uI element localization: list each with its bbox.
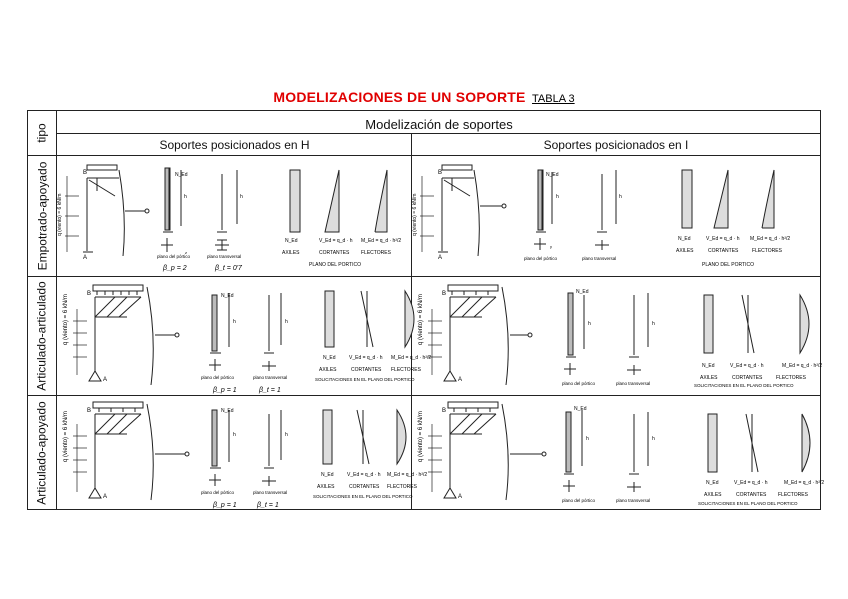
svg-text:M_Ed = q_d · h²/2: M_Ed = q_d · h²/2 xyxy=(391,355,432,361)
svg-text:q (viento) = 6 kN/m: q (viento) = 6 kN/m xyxy=(418,294,424,345)
svg-text:AXILES: AXILES xyxy=(282,250,300,256)
svg-text:B: B xyxy=(87,408,92,414)
svg-text:M_Ed = q_d · h²/2: M_Ed = q_d · h²/2 xyxy=(361,238,402,244)
tipo-header: tipo xyxy=(34,123,49,143)
svg-text:plano del pórtico: plano del pórtico xyxy=(157,254,191,259)
svg-text:h: h xyxy=(184,194,187,200)
diagram-articulado-articulado-i xyxy=(412,277,823,395)
diagram-articulado-apoyado-h xyxy=(57,396,428,509)
svg-text:CORTANTES: CORTANTES xyxy=(319,250,350,256)
svg-text:AXILES: AXILES xyxy=(317,484,335,490)
svg-text:V_Ed = q_d · h: V_Ed = q_d · h xyxy=(349,355,383,361)
svg-text:M_Ed = q_d · h²/2: M_Ed = q_d · h²/2 xyxy=(782,363,823,369)
svg-text:M_Ed = q_d · h²/2: M_Ed = q_d · h²/2 xyxy=(387,472,428,478)
svg-text:q (viento) = 6 kN/m: q (viento) = 6 kN/m xyxy=(418,411,424,462)
svg-text:h: h xyxy=(240,194,243,200)
svg-text:FLECTORES: FLECTORES xyxy=(361,250,391,256)
svg-text:V_Ed = q_d · h: V_Ed = q_d · h xyxy=(734,480,768,486)
svg-text:plano transversal: plano transversal xyxy=(253,490,288,495)
svg-text:AXILES: AXILES xyxy=(700,375,718,381)
row-label-articulado-articulado: Articulado-articulado xyxy=(35,281,50,391)
svg-text:N_Ed: N_Ed xyxy=(678,236,691,242)
svg-text:AXILES: AXILES xyxy=(704,492,722,498)
svg-text:β_p = 1: β_p = 1 xyxy=(213,387,237,394)
svg-text:A: A xyxy=(103,377,108,383)
svg-text:SOLICITACIONES EN EL PLANO DEL: SOLICITACIONES EN EL PLANO DEL PORTICO xyxy=(698,501,798,506)
svg-text:M_Ed = q_d · h²/2: M_Ed = q_d · h²/2 xyxy=(784,480,825,486)
svg-text:SOLICITACIONES EN EL PLANO DEL: SOLICITACIONES EN EL PLANO DEL PORTICO xyxy=(313,494,413,499)
svg-text:CORTANTES: CORTANTES xyxy=(708,248,739,254)
svg-text:N_Ed: N_Ed xyxy=(546,172,559,178)
svg-text:β_p = 2: β_p = 2 xyxy=(163,265,187,272)
svg-text:β_p = 1: β_p = 1 xyxy=(213,502,237,509)
svg-text:h: h xyxy=(285,432,288,438)
svg-text:plano transversal: plano transversal xyxy=(253,375,288,380)
svg-text:h: h xyxy=(652,436,655,442)
svg-text:CORTANTES: CORTANTES xyxy=(349,484,380,490)
svg-text:h: h xyxy=(556,194,559,200)
svg-text:N_Ed: N_Ed xyxy=(574,406,587,412)
svg-text:N_Ed: N_Ed xyxy=(702,363,715,369)
column-header-i: Soportes posicionados en I xyxy=(543,138,689,152)
document-title xyxy=(0,89,848,107)
svg-text:N_Ed: N_Ed xyxy=(221,408,234,414)
svg-text:B: B xyxy=(442,291,447,297)
svg-text:V_Ed = q_d · h: V_Ed = q_d · h xyxy=(730,363,764,369)
svg-text:B: B xyxy=(442,408,447,414)
svg-text:FLECTORES: FLECTORES xyxy=(778,492,808,498)
svg-text:V_Ed = q_d · h: V_Ed = q_d · h xyxy=(319,238,353,244)
svg-text:M_Ed = q_d · h²/2: M_Ed = q_d · h²/2 xyxy=(750,236,791,242)
svg-text:β_t = 1: β_t = 1 xyxy=(259,387,281,394)
svg-text:A: A xyxy=(438,255,443,261)
svg-text:FLECTORES: FLECTORES xyxy=(391,367,421,373)
svg-text:h: h xyxy=(233,319,236,325)
svg-text:h: h xyxy=(586,436,589,442)
svg-text:h: h xyxy=(619,194,622,200)
title-table-number: TABLA 3 xyxy=(532,93,575,105)
title-main: MODELIZACIONES DE UN SOPORTE xyxy=(273,89,526,105)
svg-text:B: B xyxy=(83,170,88,176)
svg-text:plano del pórtico: plano del pórtico xyxy=(562,381,596,386)
svg-text:plano del pórtico: plano del pórtico xyxy=(524,256,558,261)
svg-text:N_Ed: N_Ed xyxy=(706,480,719,486)
column-header-h: Soportes posicionados en H xyxy=(159,138,310,152)
svg-text:plano transversal: plano transversal xyxy=(616,381,651,386)
svg-text:A: A xyxy=(458,494,463,500)
svg-text:SOLICITACIONES EN EL PLANO DEL: SOLICITACIONES EN EL PLANO DEL PORTICO xyxy=(315,377,415,382)
svg-text:N_Ed: N_Ed xyxy=(321,472,334,478)
svg-text:B: B xyxy=(438,170,443,176)
svg-text:AXILES: AXILES xyxy=(319,367,337,373)
svg-text:CORTANTES: CORTANTES xyxy=(732,375,763,381)
svg-text:B: B xyxy=(87,291,92,297)
svg-text:SOLICITACIONES EN EL PLANO DEL: SOLICITACIONES EN EL PLANO DEL PORTICO xyxy=(694,383,794,388)
svg-text:plano del pórtico: plano del pórtico xyxy=(201,375,235,380)
svg-text:q (viento) = 6 kN/m: q (viento) = 6 kN/m xyxy=(63,294,69,345)
svg-text:A: A xyxy=(83,255,88,261)
svg-text:FLECTORES: FLECTORES xyxy=(776,375,806,381)
diagram-empotrado-i xyxy=(412,156,820,276)
modelizacion-header: Modelización de soportes xyxy=(365,117,513,132)
svg-text:y: y xyxy=(550,244,552,249)
svg-text:V_Ed = q_d · h: V_Ed = q_d · h xyxy=(706,236,740,242)
svg-text:N_Ed: N_Ed xyxy=(323,355,336,361)
svg-text:N_Ed: N_Ed xyxy=(285,238,298,244)
svg-text:q (viento) = 6 kN/m: q (viento) = 6 kN/m xyxy=(412,193,418,236)
svg-text:N_Ed: N_Ed xyxy=(175,172,188,178)
row-label-empotrado: Empotrado-apoyado xyxy=(35,161,49,271)
svg-text:A: A xyxy=(103,494,108,500)
svg-text:h: h xyxy=(588,321,591,327)
diagram-empotrado-h xyxy=(57,156,411,276)
row-label-articulado-apoyado: Articulado-apoyado xyxy=(35,400,49,505)
svg-text:q (viento) = 6 kN/m: q (viento) = 6 kN/m xyxy=(57,193,63,236)
svg-text:plano transversal: plano transversal xyxy=(207,254,242,259)
svg-text:A: A xyxy=(458,377,463,383)
modelization-table xyxy=(27,110,825,510)
svg-text:V_Ed = q_d · h: V_Ed = q_d · h xyxy=(347,472,381,478)
diagram-articulado-articulado-h xyxy=(57,277,432,395)
svg-text:β_t = 0'7: β_t = 0'7 xyxy=(215,265,242,272)
svg-text:q (viento) = 6 kN/m: q (viento) = 6 kN/m xyxy=(63,411,69,462)
svg-text:h: h xyxy=(652,321,655,327)
svg-text:plano transversal: plano transversal xyxy=(582,256,617,261)
svg-text:CORTANTES: CORTANTES xyxy=(736,492,767,498)
svg-text:CORTANTES: CORTANTES xyxy=(351,367,382,373)
svg-text:FLECTORES: FLECTORES xyxy=(387,484,417,490)
svg-text:h: h xyxy=(285,319,288,325)
svg-text:N_Ed: N_Ed xyxy=(221,293,234,299)
svg-text:h: h xyxy=(233,432,236,438)
svg-text:plano transversal: plano transversal xyxy=(616,498,651,503)
svg-text:FLECTORES: FLECTORES xyxy=(752,248,782,254)
svg-text:z: z xyxy=(185,250,187,255)
svg-text:AXILES: AXILES xyxy=(676,248,694,254)
svg-text:PLANO DEL PORTICO: PLANO DEL PORTICO xyxy=(309,262,361,268)
svg-text:PLANO DEL PORTICO: PLANO DEL PORTICO xyxy=(702,262,754,268)
svg-text:plano del pórtico: plano del pórtico xyxy=(562,498,596,503)
diagram-articulado-apoyado-i xyxy=(412,396,825,509)
svg-text:N_Ed: N_Ed xyxy=(576,289,589,295)
svg-text:plano del pórtico: plano del pórtico xyxy=(201,490,235,495)
svg-text:β_t = 1: β_t = 1 xyxy=(257,502,279,509)
